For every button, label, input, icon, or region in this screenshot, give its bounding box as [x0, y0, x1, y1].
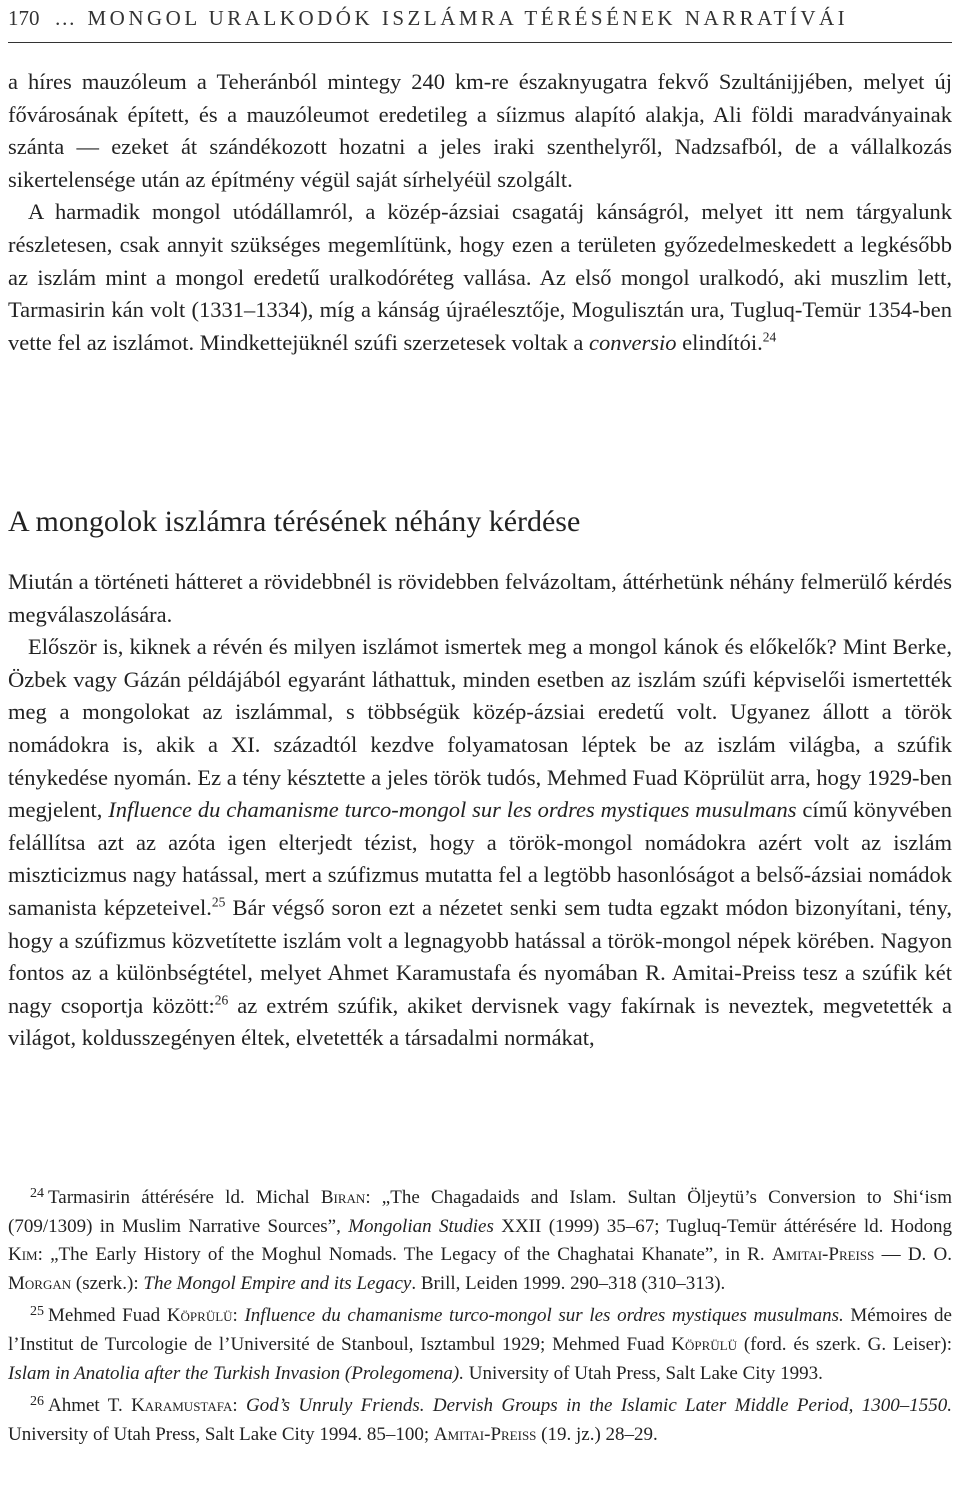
footnote-25 — [8, 1298, 952, 1388]
text-run: . Brill, Leiden 1999. 290–318 (310–313). — [411, 1272, 726, 1294]
footnote-number: 25 — [30, 1304, 44, 1320]
text-run: Először is, kiknek a révén és milyen iszlámot ismertek meg a mongol kánok és előkelők? Mint Berke, Özbek vagy Gázán példájából egyaránt láthattuk, minden esetben az iszlám szúfi képviselői ismertették meg a mongolokat az iszlámmal, s többségük közép-ázsiai eredetű volt. Ugyanez állott a török nomádokra is, akik a XI. századtól kezdve folyamatosan léptek be az iszlám világba, a szúfik ténykedése nyomán. Ez a tény késztette a jeles török tudós, Mehmed Fuad Köprülüt arra, hogy 1929-ben megjelent, — [8, 634, 952, 823]
text-run: : „The Chagadaids and Islam. Sultan Öljeytü’s Conversion to Shi‘ism (709/1309) in Muslim Narrative Sources”, — [8, 1187, 952, 1237]
text-run: A harmadik mongol utódállamról, a közép-ázsiai csagatáj kánságról, melyet itt nem tárgyalunk részletesen, csak annyit szükséges megemlítünk, hogy ezen a területen győzedelmeskedett a legkésőbb az iszlám mint a mongol eredetű uralkodóréteg vallása. Az első mongol uralkodó, aki muszlim lett, Tarmasirin kán volt (1331–1334), míg a kánság újraélesztője, Mogulisztán ura, Tugluq-Temür 1354-ben vette fel az iszlámot. Mindkettejüknél szúfi szerzetesek voltak a — [8, 199, 952, 355]
paragraph: Miután a történeti hátteret a rövidebbnél is rövidebben felvázoltam, áttérhetünk néhány felmerülő kérdés megválaszolására. — [8, 569, 952, 627]
author-name: Amitai-Preiss — [433, 1423, 537, 1445]
author-name: Biran — [320, 1187, 366, 1208]
body-text — [8, 66, 952, 359]
footnote-ref[interactable]: 25 — [211, 894, 226, 910]
running-header — [8, 6, 952, 42]
text-run: — D. O. — [874, 1244, 952, 1266]
text-run: University of Utah Press, Salt Lake City 1994. 85–100; — [8, 1423, 434, 1445]
paragraph — [8, 631, 952, 1055]
italic-title: The Mongol Empire and its Legacy — [143, 1272, 412, 1294]
text-run: University of Utah Press, Salt Lake City 1993. — [463, 1362, 823, 1384]
header-rule — [8, 42, 952, 43]
paragraph: a híres mauzóleum a Teheránból mintegy 240 km-re északnyugatra fekvő Szultánijjében, melyet új fővárosának épített, és a mauzóleumot eredetileg a síizmus alapító alakja, Ali földi maradványainak szánta — ezeket át szándékozott hozatni a jeles iraki szenthelyről, Nadzsafból, de a vállalkozás sikertelensége után az építmény végül saját sírhelyéül szolgált. — [8, 69, 952, 192]
text-run: Mémoires de l’Institut de Turcologie de l’Université de Stanboul, Isztambul 1929; Mehmed Fuad — [8, 1305, 952, 1355]
author-name: Köprülü — [166, 1305, 233, 1327]
section-body — [8, 566, 952, 1055]
running-title: … MONGOL URALKODÓK ISZLÁMRA TÉRÉSÉNEK NARRATÍVÁI — [54, 6, 849, 30]
text-run: Mehmed Fuad — [48, 1305, 167, 1327]
paragraph — [8, 196, 952, 359]
section-heading: A mongolok iszlámra térésének néhány kérdése — [8, 505, 581, 538]
text-run: Tarmasirin áttérésére ld. Michal — [48, 1187, 321, 1208]
text-run: (ford. és szerk. G. Leiser): — [737, 1333, 952, 1355]
italic-title: Influence du chamanisme turco-mongol sur les ordres mystiques musulmans. — [244, 1305, 844, 1327]
italic-title: God’s Unruly Friends. Dervish Groups in the Islamic Later Middle Period, 1300–1550. — [246, 1395, 952, 1417]
author-name: Morgan — [8, 1272, 72, 1294]
text-run: az extrém szúfik, akiket dervisnek vagy fakírnak is neveztek, megvetették a világot, koldusszegényen éltek, elvetették a társadalmi normákat, — [8, 992, 953, 1051]
text-run: XXII (1999) 35–67; Tugluq-Temür áttérésére ld. Hodong — [493, 1215, 952, 1237]
author-name: Amitai-Preiss — [771, 1244, 875, 1266]
italic-title: Islam in Anatolia after the Turkish Invasion (Prolegomena). — [8, 1362, 464, 1384]
text-run: Ahmet T. — [48, 1395, 132, 1417]
text-run: elindítói. — [676, 329, 763, 355]
text-run: (19. jz.) 28–29. — [536, 1423, 658, 1445]
footnote-ref[interactable]: 26 — [214, 992, 229, 1008]
footnote-ref[interactable]: 24 — [762, 329, 777, 345]
footnote-26 — [8, 1388, 952, 1449]
italic-title: Influence du chamanisme turco-mongol sur les ordres mystiques musulmans — [108, 797, 797, 823]
page-number: 170 — [8, 6, 40, 30]
italic-title: Mongolian Studies — [348, 1215, 494, 1237]
text-run: : — [232, 1395, 247, 1417]
footnote-24 — [8, 1180, 952, 1298]
text-run: című könyvében felállítsa azt az azóta igen elterjedt tézist, hogy a török-mongol nomádokra azért volt az iszlám miszticizmus nagy hatással, mert a szúfizmus mutatta fel a legtöbb hasonlóságot a belső-ázsiai nomádok samanista képzeteivel. — [8, 797, 952, 920]
footnotes — [8, 1180, 952, 1449]
text-run: Bár végső soron ezt a nézetet senki sem tudta egzakt módon bizonyítani, tény, hogy a szúfizmus közvetítette iszlám volt a legnagyobb hatással a török-mongol népek körében. Nagyon fontos az a különbségtétel, melyet Ahmet Karamustafa és nyomában R. Amitai-Preiss tesz a szúfik két nagy csoportja között: — [8, 894, 952, 1018]
footnote-number: 26 — [30, 1394, 44, 1410]
text-run: : — [232, 1305, 245, 1327]
footnote-number: 24 — [30, 1186, 44, 1201]
italic-term: conversio — [589, 329, 677, 355]
text-run: : „The Early History of the Moghul Nomads. The Legacy of the Chaghatai Khanate”, in R. — [37, 1244, 772, 1266]
author-name: Köprülü — [671, 1333, 738, 1355]
author-name: Kim — [8, 1244, 38, 1266]
author-name: Karamustafa — [131, 1395, 233, 1417]
text-run: (szerk.): — [71, 1272, 144, 1294]
